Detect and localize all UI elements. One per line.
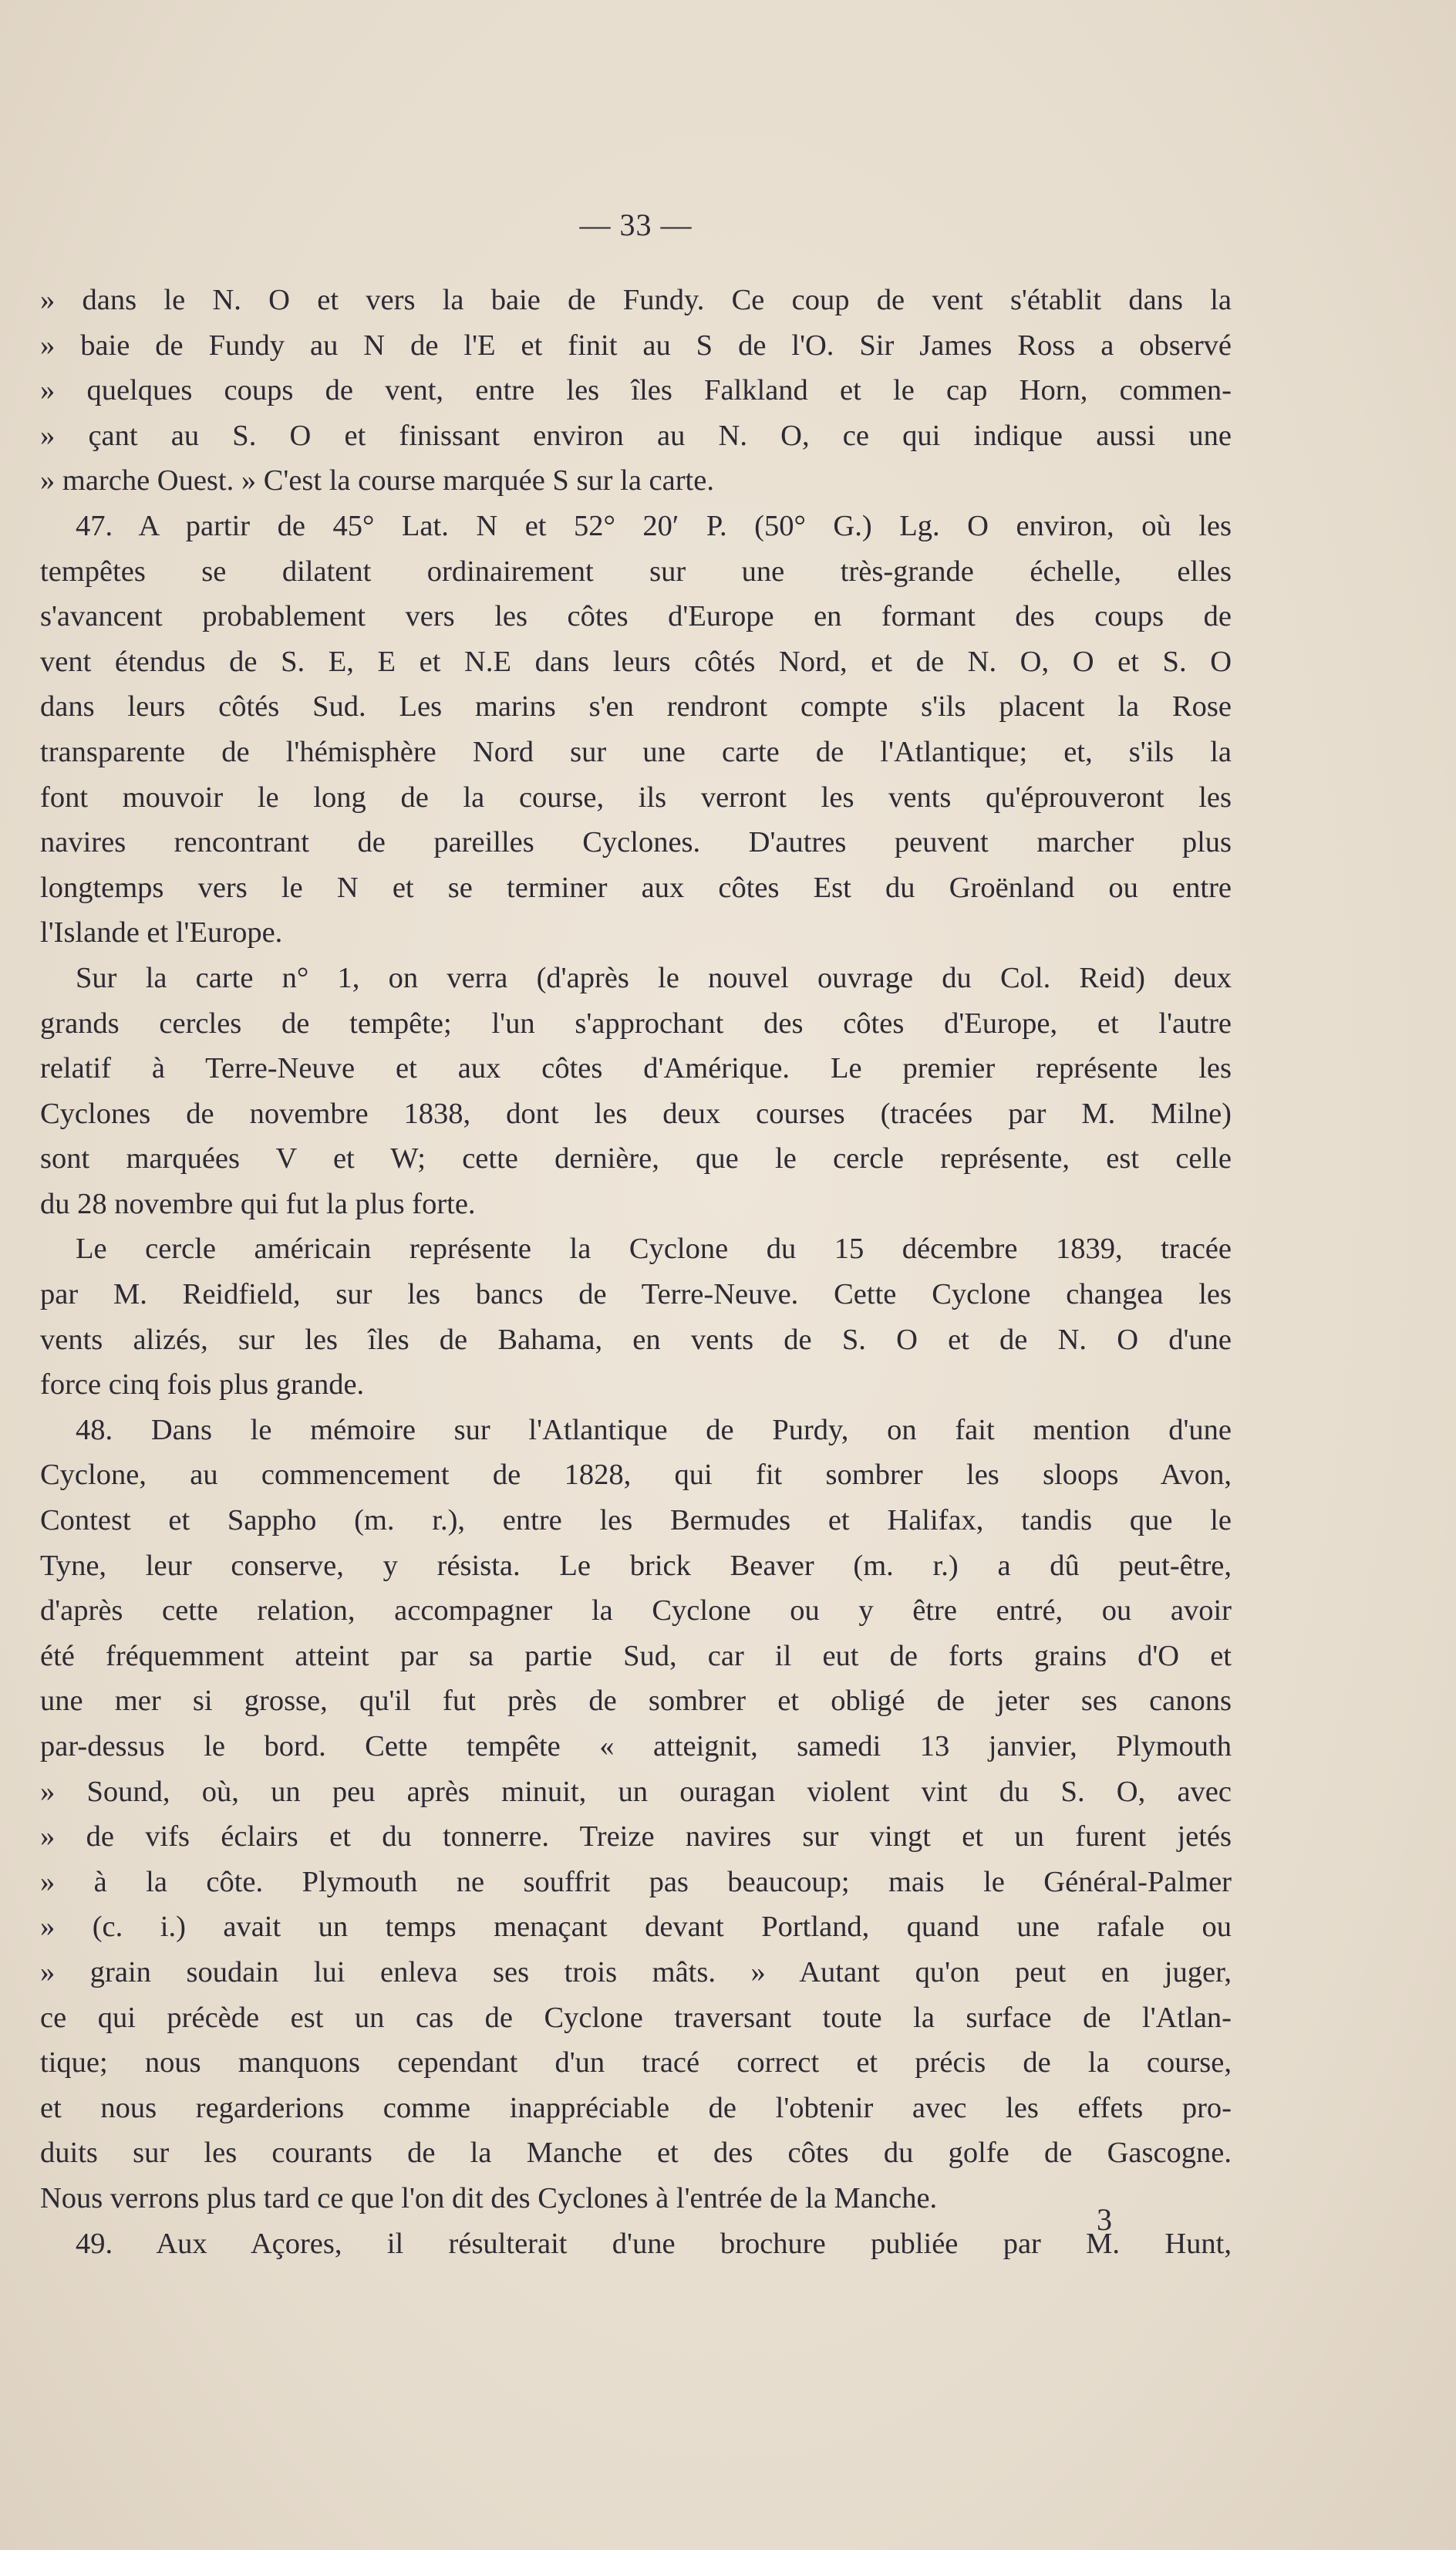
text-line: Cyclones de novembre 1838, dont les deux courses (tracées par M. Milne): [40, 1097, 1232, 1130]
text-line: » baie de Fundy au N de l'E et finit au S de l'O. Sir James Ross a observé: [40, 329, 1232, 362]
text-line: » marche Ouest. » C'est la course marquée S sur la carte.: [40, 464, 714, 498]
text-line: dans leurs côtés Sud. Les marins s'en rendront compte s'ils placent la Rose: [40, 690, 1232, 724]
signature-mark: 3: [1097, 2202, 1112, 2237]
text-line: s'avancent probablement vers les côtes d'Europe en formant des coups de: [40, 600, 1232, 633]
text-line: l'Islande et l'Europe.: [40, 916, 283, 950]
body-text: [40, 278, 1232, 2266]
text-line: sont marquées V et W; cette dernière, que le cercle représente, est celle: [40, 1142, 1232, 1175]
text-line: vent étendus de S. E, E et N.E dans leurs côtés Nord, et de N. O, O et S. O: [40, 645, 1232, 678]
text-line: navires rencontrant de pareilles Cyclones. D'autres peuvent marcher plus: [40, 826, 1232, 859]
paragraph-47-start: 47. A partir de 45° Lat. N et 52° 20′ P. (50° G.) Lg. O environ, où les: [76, 509, 1232, 542]
text-line: d'après cette relation, accompagner la Cyclone ou y être entré, ou avoir: [40, 1594, 1232, 1627]
text-line: » dans le N. O et vers la baie de Fundy. Ce coup de vent s'établit dans la: [40, 284, 1232, 316]
text-line: » grain soudain lui enleva ses trois mâts. » Autant qu'on peut en juger,: [40, 1955, 1232, 1988]
text-line: tique; nous manquons cependant d'un tracé correct et précis de la course,: [40, 2046, 1232, 2079]
text-line: transparente de l'hémisphère Nord sur une carte de l'Atlantique; et, s'ils la: [40, 735, 1232, 768]
text-line: force cinq fois plus grande.: [40, 1368, 365, 1401]
text-line: » (c. i.) avait un temps menaçant devant Portland, quand une rafale ou: [40, 1911, 1232, 1944]
text-line: ce qui précède est un cas de Cyclone traversant toute la surface de l'Atlan-: [40, 2001, 1232, 2034]
page-number: — 33 —: [579, 207, 693, 242]
text-line: » de vifs éclairs et du tonnerre. Treize navires sur vingt et un furent jetés: [40, 1820, 1232, 1853]
text-line: une mer si grosse, qu'il fut près de sombrer et obligé de jeter ses canons: [40, 1685, 1232, 1718]
text-line: longtemps vers le N et se terminer aux côtes Est du Groënland ou entre: [40, 871, 1232, 904]
text-line: » Sound, où, un peu après minuit, un ouragan violent vint du S. O, avec: [40, 1775, 1232, 1808]
text-line: duits sur les courants de la Manche et des côtes du golfe de Gascogne.: [40, 2137, 1232, 2170]
text-line: relatif à Terre-Neuve et aux côtes d'Amérique. Le premier représente les: [40, 1052, 1232, 1085]
text-line: » à la côte. Plymouth ne souffrit pas beaucoup; mais le Général-Palmer: [40, 1865, 1232, 1898]
text-line: grands cercles de tempête; l'un s'approchant des côtes d'Europe, et l'autre: [40, 1007, 1232, 1040]
paragraph-start: Le cercle américain représente la Cyclone du 15 décembre 1839, tracée: [76, 1233, 1232, 1266]
paragraph-start: Sur la carte n° 1, on verra (d'après le nouvel ouvrage du Col. Reid) deux: [76, 961, 1232, 994]
text-line: du 28 novembre qui fut la plus forte.: [40, 1187, 476, 1220]
text-line: » quelques coups de vent, entre les îles Falkland et le cap Horn, commen-: [40, 374, 1232, 407]
paragraph-49-start: 49. Aux Açores, il résulterait d'une brochure publiée par M. Hunt,: [76, 2227, 1232, 2260]
text-line: » çant au S. O et finissant environ au N. O, ce qui indique aussi une: [40, 419, 1232, 452]
text-line: été fréquemment atteint par sa partie Sud, car il eut de forts grains d'O et: [40, 1639, 1232, 1672]
text-line: font mouvoir le long de la course, ils verront les vents qu'éprouveront les: [40, 781, 1232, 814]
paragraph-48-start: 48. Dans le mémoire sur l'Atlantique de Purdy, on fait mention d'une: [76, 1413, 1232, 1446]
text-line: tempêtes se dilatent ordinairement sur une très-grande échelle, elles: [40, 555, 1232, 588]
text-line: Nous verrons plus tard ce que l'on dit des Cyclones à l'entrée de la Manche.: [40, 2181, 938, 2214]
book-page: [40, 0, 1232, 2550]
text-line: Contest et Sappho (m. r.), entre les Bermudes et Halifax, tandis que le: [40, 1504, 1232, 1537]
text-line: vents alizés, sur les îles de Bahama, en vents de S. O et de N. O d'une: [40, 1323, 1232, 1356]
text-line: et nous regarderions comme inappréciable de l'obtenir avec les effets pro-: [40, 2091, 1232, 2124]
text-line: Tyne, leur conserve, y résista. Le brick Beaver (m. r.) a dû peut-être,: [40, 1549, 1232, 1582]
text-line: par M. Reidfield, sur les bancs de Terre-Neuve. Cette Cyclone changea les: [40, 1278, 1232, 1311]
text-line: par-dessus le bord. Cette tempête « atteignit, samedi 13 janvier, Plymouth: [40, 1730, 1232, 1762]
text-line: Cyclone, au commencement de 1828, qui fit sombrer les sloops Avon,: [40, 1459, 1232, 1492]
